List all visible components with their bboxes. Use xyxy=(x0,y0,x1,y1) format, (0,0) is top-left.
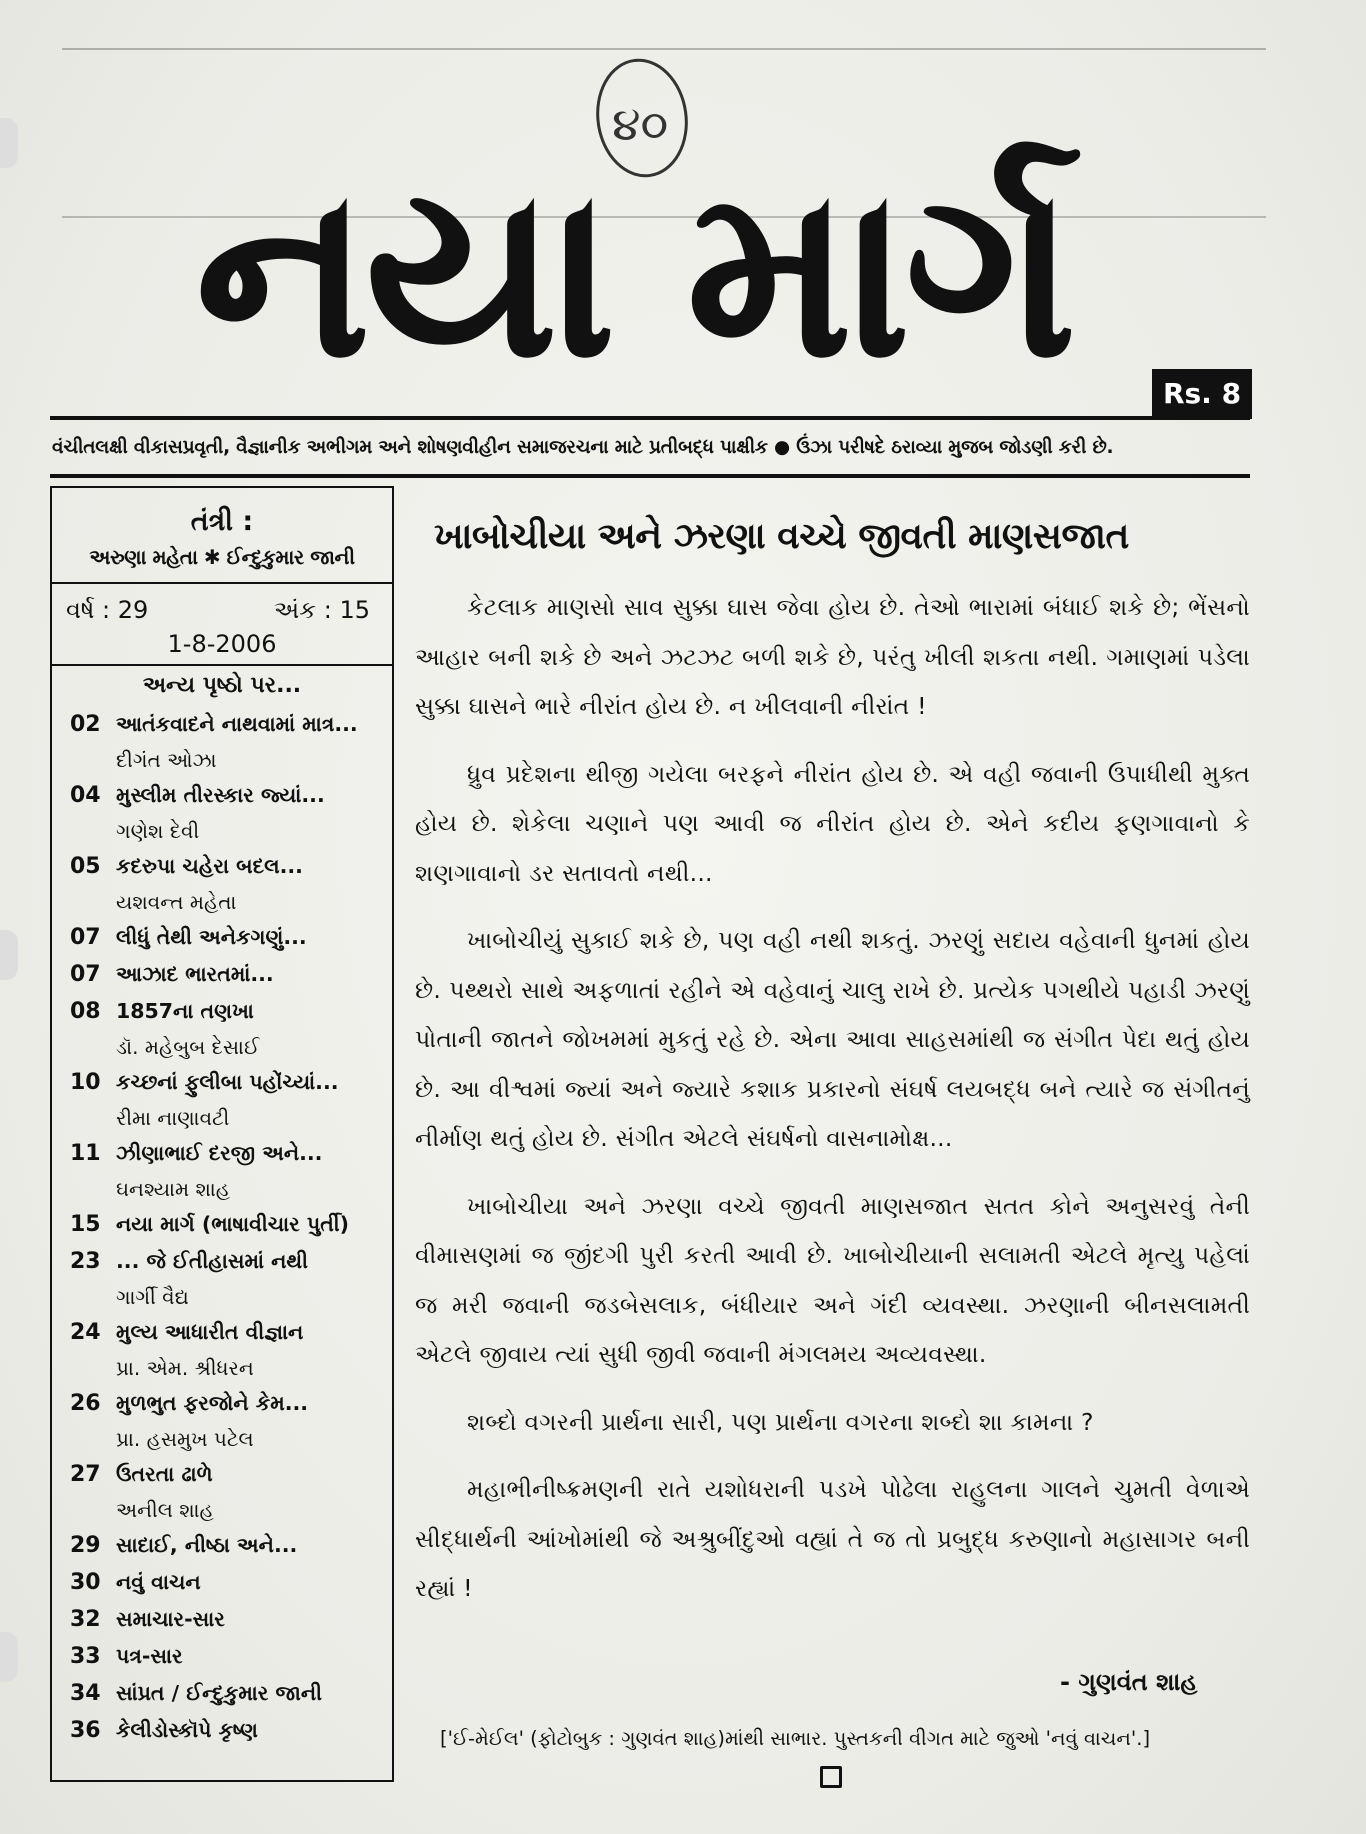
contents-item xyxy=(70,848,392,919)
contents-item xyxy=(70,1314,392,1385)
contents-author: યશવન્ત મહેતા xyxy=(116,890,237,914)
contents-page-number: 10 xyxy=(70,1070,101,1095)
contents-title: કચ્છનાં ફુલીબા પહોંચ્યાં... xyxy=(116,1070,339,1094)
contents-item xyxy=(70,1527,392,1564)
contents-item xyxy=(70,1243,392,1314)
contents-author: રીમા નાણાવટી xyxy=(116,1106,230,1130)
binding-hole xyxy=(0,118,18,168)
tagline: વંચીતલક્ષી વીકાસપ્રવૃતી, વૈજ્ઞાનીક અભીગમ અને શોષણવીહીન સમાજરચના માટે પ્રતીબદ્ધ પાક્ષીક ● ઉંઝા પરીષદે ઠરાવ્યા મુજબ જોડણી કરી છે. xyxy=(52,437,1114,458)
contents-author: ગણેશ દેવી xyxy=(116,819,200,843)
contents-item xyxy=(70,956,392,993)
contents-author: ગાર્ગી વૈદ્ય xyxy=(116,1285,189,1309)
contents-page-number: 05 xyxy=(70,854,101,879)
contents-author: અનીલ શાહ xyxy=(116,1498,214,1522)
contents-author: ઘનશ્યામ શાહ xyxy=(116,1177,230,1201)
contents-title: લીધું તેથી અનેકગણું... xyxy=(116,925,307,949)
contents-item xyxy=(70,993,392,1064)
contents-item xyxy=(70,919,392,956)
contents-title: આઝાદ ભારતમાં... xyxy=(116,962,274,986)
contents-author: દીગંત ઓઝા xyxy=(116,748,217,772)
contents-item xyxy=(70,1712,392,1749)
article-paragraph: શબ્દો વગરની પ્રાર્થના સારી, પણ પ્રાર્થના વગરના શબ્દો શા કામના ? xyxy=(467,1407,1094,1436)
contents-item xyxy=(70,1064,392,1135)
issue-number: અંક : 15 xyxy=(273,596,370,624)
contents-page-number: 15 xyxy=(70,1212,101,1237)
contents-list xyxy=(52,706,392,1749)
contents-author: પ્રા. હસમુખ પટેલ xyxy=(116,1427,254,1451)
end-mark-icon xyxy=(820,1766,842,1788)
contents-page-number: 07 xyxy=(70,925,101,950)
contents-item xyxy=(70,1675,392,1712)
contents-page-number: 32 xyxy=(70,1607,101,1632)
contents-title: ઉતરતા ઢાળે xyxy=(116,1462,213,1486)
contents-title: મુસ્લીમ તીરસ્કાર જ્યાં... xyxy=(116,783,325,807)
contents-title: સમાચાર-સાર xyxy=(116,1607,225,1631)
contents-box xyxy=(50,486,394,1782)
contents-page-number: 04 xyxy=(70,783,101,808)
masthead-title: નયા માર્ગ xyxy=(195,135,1071,410)
contents-title: ... જે ઈતીહાસમાં નથી xyxy=(116,1249,309,1273)
contents-page-number: 29 xyxy=(70,1533,101,1558)
contents-title: સાદાઈ, નીષ્ઠા અને... xyxy=(116,1533,298,1557)
contents-page-number: 26 xyxy=(70,1391,101,1416)
price-tag: Rs. 8 xyxy=(1152,369,1252,419)
tagline-bottom-rule xyxy=(50,474,1250,478)
contents-page-number: 30 xyxy=(70,1570,101,1595)
contents-title: ઝીણાભાઈ દરજી અને... xyxy=(116,1141,323,1165)
binding-hole xyxy=(0,930,18,980)
contents-title: મુળભુત ફરજોને કેમ... xyxy=(116,1391,309,1415)
contents-title: 1857ના તણખા xyxy=(116,999,254,1023)
contents-title: કેલીડોસ્કૉપે કૃષ્ણ xyxy=(116,1718,258,1742)
contents-page-number: 11 xyxy=(70,1141,101,1166)
contents-title: નવું વાચન xyxy=(116,1570,201,1594)
contents-title: સાંપ્રત / ઈન્દુકુમાર જાની xyxy=(116,1681,323,1705)
other-pages-label: અન્ય પૃષ્ઠો પર... xyxy=(142,673,302,698)
contents-item xyxy=(70,1135,392,1206)
article-source-note: ['ઈ-મેઈલ' (ફોટોબુક : ગુણવંત શાહ)માંથી સાભાર. પુસ્તકની વીગત માટે જુઓ 'નવું વાચન'.] xyxy=(440,1727,1151,1750)
contents-title: પત્ર-સાર xyxy=(116,1644,183,1668)
article-body xyxy=(415,583,1250,1632)
contents-title: કદરુપા ચહેરા બદલ... xyxy=(116,854,303,878)
contents-item xyxy=(70,777,392,848)
contents-item xyxy=(70,706,392,777)
contents-page-number: 24 xyxy=(70,1320,101,1345)
article-paragraph: ખાબોચીયા અને ઝરણા વચ્ચે જીવતી માણસજાત સતત કોને અનુસરવું તેની વીમાસણમાં જ જીંદગી પુરી કરતી આવી છે. ખાબોચીયાની સલામતી એટલે મૃત્યુ પહેલાં જ મરી જવાની જડબેસલાક, બંધીયાર અને ગંદી વ્યવસ્થા. ઝરણાની બીનસલામતી એટલે જીવાય ત્યાં સુધી જીવી જવાની મંગલમય અવ્યવસ્થા. xyxy=(415,1191,1250,1368)
contents-page-number: 27 xyxy=(70,1462,101,1487)
contents-page-number: 02 xyxy=(70,712,101,737)
contents-title: મુલ્ય આધારીત વીજ્ઞાન xyxy=(116,1320,304,1344)
contents-page-number: 34 xyxy=(70,1681,101,1706)
article-paragraph: ખાબોચીયું સુકાઈ શકે છે, પણ વહી નથી શકતું. ઝરણું સદાય વહેવાની ધુનમાં હોય છે. પથ્થરો સાથે અફળાતાં રહીને એ વહેવાનું ચાલુ રાખે છે. પ્રત્યેક પગથીયે પહાડી ઝરણું પોતાની જાતને જોખમમાં મુકતું રહે છે. એના આવા સાહસમાંથી જ સંગીત પેદા થતું હોય છે. આ વીશ્વમાં જ્યાં અને જ્યારે કશાક પ્રકારનો સંઘર્ષ લયબદ્ધ બને ત્યારે જ સંગીતનું નીર્માણ થતું હોય છે. સંગીત એટલે સંઘર્ષનો વાસનામોક્ષ... xyxy=(415,926,1250,1152)
contents-page-number: 33 xyxy=(70,1644,101,1669)
contents-page-number: 36 xyxy=(70,1718,101,1743)
editors-names: અરુણા મહેતા ✱ ઈન્દુકુમાર જાની xyxy=(89,545,355,569)
contents-item xyxy=(70,1456,392,1527)
issue-mark-text: ૪૦ xyxy=(612,97,669,151)
contents-item xyxy=(70,1385,392,1456)
article-paragraph: ધ્રુવ પ્રદેશના થીજી ગયેલા બરફને નીરાંત હોય છે. એ વહી જવાની ઉપાધીથી મુક્ત હોય છે. શેકેલા ચણાને પણ આવી જ નીરાંત હોય છે. એને કદીય ફણગાવાનો કે શણગાવાનો ડર સતાવતો નથી... xyxy=(415,759,1250,887)
contents-author: ડૉ. મહેબુબ દેસાઈ xyxy=(116,1035,260,1059)
contents-title: આતંકવાદને નાથવામાં માત્ર... xyxy=(116,712,358,736)
contents-title: નયા માર્ગ (ભાષાવીચાર પુર્તી) xyxy=(116,1212,350,1236)
issue-date: 1-8-2006 xyxy=(167,630,277,658)
article-headline: ખાબોચીયા અને ઝરણા વચ્ચે જીવતી માણસજાત xyxy=(434,516,1129,557)
volume-issue-row xyxy=(52,584,392,624)
contents-page-number: 08 xyxy=(70,999,101,1024)
contents-author: પ્રા. એમ. શ્રીધરન xyxy=(116,1356,254,1380)
article-byline: - ગુણવંત શાહ xyxy=(1060,1668,1198,1696)
volume-number: વર્ષ : 29 xyxy=(66,596,149,624)
contents-item xyxy=(70,1206,392,1243)
contents-item xyxy=(70,1601,392,1638)
article-paragraph: કેટલાક માણસો સાવ સુક્કા ઘાસ જેવા હોય છે. તેઓ ભારામાં બંધાઈ શકે છે; ભેંસનો આહાર બની શકે છે અને ઝટઝટ બળી શકે છે, પરંતુ ખીલી શકતા નથી. ગમાણમાં પડેલા સુક્કા ઘાસને ભારે નીરાંત હોય છે. ન ખીલવાની નીરાંત ! xyxy=(415,593,1250,720)
contents-page-number: 07 xyxy=(70,962,101,987)
handwritten-issue-mark xyxy=(590,48,700,183)
editors-label: તંત્રી : xyxy=(190,506,254,537)
binding-hole xyxy=(0,1632,18,1682)
contents-page-number: 23 xyxy=(70,1249,101,1274)
contents-item xyxy=(70,1564,392,1601)
contents-item xyxy=(70,1638,392,1675)
tagline-top-rule xyxy=(50,416,1250,420)
article-paragraph: મહાભીનીષ્ક્રમણની રાતે યશોધરાની પડખે પોઢેલા રાહુલના ગાલને ચુમતી વેળાએ સીદ્ધાર્થની આંખોમાંથી જે અશ્રુબીંદુઓ વહ્યાં તે જ તો પ્રબુદ્ધ કરુણાનો મહાસાગર બની રહ્યાં ! xyxy=(415,1475,1250,1602)
